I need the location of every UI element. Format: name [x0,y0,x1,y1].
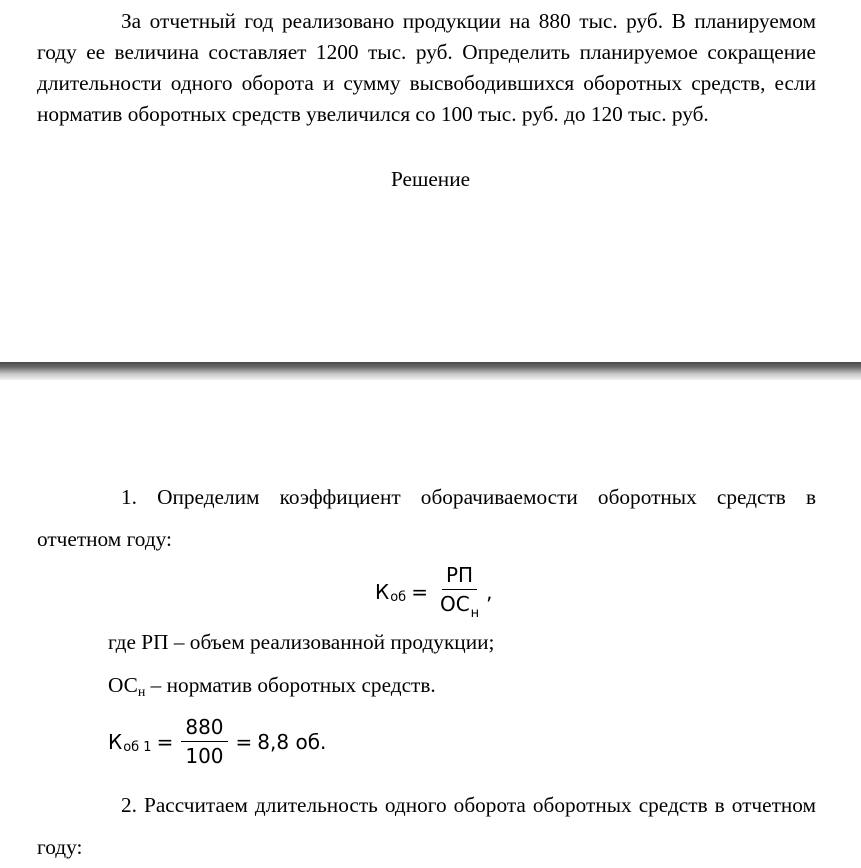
document-page-1 [0,0,861,362]
calc-result: 8,8 об. [257,729,327,754]
equals-sign: = [156,729,174,754]
denominator-main: ОС [439,592,470,616]
turnover-coefficient-formula [375,563,493,620]
legend-os-subscript: н [137,685,146,700]
formula-lhs-subscript: об [390,590,407,605]
step-1-paragraph: 1. Определим коэффициент оборачиваемости оборотных средств в отчетном году: [37,485,816,551]
solution-heading: Решение [390,167,471,191]
legend-os [108,673,436,698]
equals-sign-2: = [235,729,253,754]
step-2-paragraph: 2. Рассчитаем длительность одного оборота оборотных средств в отчетном году: [37,793,816,859]
legend-rp: где РП – объем реализованной продукции; [108,630,495,654]
task-paragraph: За отчетный год реализовано продукции на 880 тыс. руб. В планируемом году ее величина составляет 1200 тыс. руб. Определить планируемое сокращение длительности одного оборота и сумму высвободившихся оборотных средств, если норматив оборотных средств увеличился со 100 тыс. руб. до 120 тыс. руб. [37,9,816,126]
page-separator [0,362,861,380]
fraction-denominator [436,590,483,620]
equals-sign: = [411,579,428,604]
legend-os-rest: – норматив оборотных средств. [145,673,436,697]
formula-comma: , [486,579,493,604]
fraction [436,563,483,620]
document-page-2 [0,380,861,857]
fraction-numerator: РП [442,563,477,590]
calc-lhs: К [108,729,123,754]
calc-lhs-subscript: об 1 [123,740,152,755]
legend-os-main: ОС [108,673,138,697]
fraction-numerator: 880 [181,715,227,742]
turnover-coefficient-calculation [108,715,326,768]
fraction-denominator: 100 [185,744,224,768]
denominator-subscript: н [470,606,480,621]
formula-lhs: К [375,579,390,604]
fraction [181,715,227,768]
